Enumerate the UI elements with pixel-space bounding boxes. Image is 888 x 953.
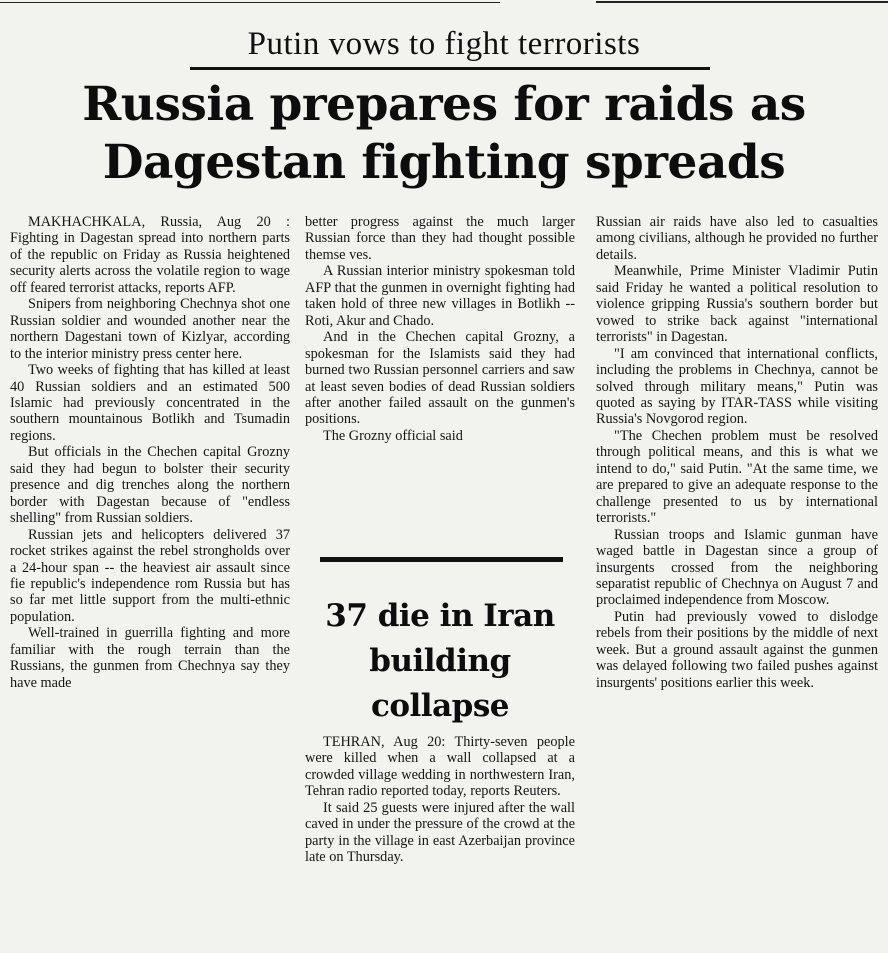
secondary-headline-line-1: 37 die in Iran (325, 598, 555, 634)
paragraph: MAKHACHKALA, Russia, Aug 20 : Fighting in Dagestan spread into northern parts of the republic on Friday as Russia heightened security alerts across the volatile region to wage off feared terrorist attacks, reports AFP. (10, 214, 290, 296)
article-column-2 (305, 214, 575, 444)
paragraph: Russian air raids have also led to casualties among civilians, although he provided no further details. (596, 214, 878, 263)
paragraph: Two weeks of fighting that has killed at least 40 Russian soldiers and an estimated 500 Islamic had previously concentrated in the southern mountainous Botlikh and Tsumadin regions. (10, 362, 290, 444)
paragraph: Snipers from neighboring Chechnya shot one Russian soldier and wounded another near the northern Dagestani town of Kizlyar, according to the interior ministry press center here. (10, 296, 290, 362)
paragraph: better progress against the much larger Russian force than they had thought possible themse ves. (305, 214, 575, 263)
paragraph: Meanwhile, Prime Minister Vladimir Putin said Friday he wanted a political resolution to violence gripping Russia's southern border but vowed to strike back against "international terrorists" in Dagestan. (596, 263, 878, 346)
paragraph: It said 25 guests were injured after the wall caved in under the pressure of the crowd at the party in the village in east Azerbaijan province late on Thursday. (305, 799, 575, 866)
paragraph: "I am convinced that international conflicts, including the problems in Chechnya, cannot be solved through military means," Putin was quoted as saying by ITAR-TASS while visiting Russia's Novgorod region. (596, 345, 878, 428)
kicker-headline: Putin vows to fight terrorists (247, 26, 641, 62)
paragraph: And in the Chechen capital Grozny, a spokesman for the Islamists said they had burned two Russian personnel carriers and saw at least seven bodies of dead Russian soldiers after another failed assault on the gunmen's positions. (305, 329, 575, 428)
main-headline-line-2: Dagestan fighting spreads (102, 135, 786, 190)
paragraph: Well-trained in guerrilla fighting and more familiar with the rough terrain than the Russians, the gunmen from Chechnya say they have made (10, 625, 290, 691)
paragraph: The Grozny official said (323, 427, 463, 444)
main-headline (0, 76, 888, 192)
main-headline-line-1: Russia prepares for raids as (82, 77, 806, 132)
kicker-underline (190, 67, 710, 70)
paragraph: Russian troops and Islamic gunman have waged battle in Dagestan since a group of insurgents crossed from the neighboring separatist republic of Chechnya on August 7 and proclaimed independence from Moscow. (596, 526, 878, 609)
secondary-headline-line-2: building (369, 643, 511, 679)
story-divider (320, 557, 563, 562)
secondary-headline-line-3: collapse (370, 688, 510, 724)
paragraph: "The Chechen problem must be resolved through political means, and this is what we intend to do," said Putin. "At the same time, we are prepared to give an adequate response to the challenge presented to us by international terrorists." (596, 427, 878, 527)
secondary-headline (305, 594, 575, 729)
article-column-3 (596, 214, 878, 691)
secondary-article (305, 734, 575, 866)
paragraph: But officials in the Chechen capital Grozny said they had begun to bolster their security presence and dig trenches along the northern border with Dagestan because of "endless shelling" from Russian soldiers. (10, 444, 290, 527)
paragraph: Putin had previously vowed to dislodge rebels from their positions by the middle of next week. But a ground assault against the gunmen was delayed following two failed pushes against insurgents' positions earlier this week. (596, 608, 878, 691)
paragraph: A Russian interior ministry spokesman told AFP that the gunmen in overnight fighting had taken hold of three new villages in Botlikh -- Roti, Akur and Chado. (305, 263, 575, 329)
paragraph: Russian jets and helicopters delivered 37 rocket strikes against the rebel strongholds over a 24-hour span -- the heaviest air assault since fie republic's independence rom Russia but has so far met little support from the multi-ethnic population. (10, 526, 290, 625)
top-rule (0, 0, 888, 6)
article-column-1 (10, 214, 290, 691)
paragraph: TEHRAN, Aug 20: Thirty-seven people were killed when a wall collapsed at a crowded village wedding in northwestern Iran, Tehran radio reported today, reports Reuters. (305, 734, 575, 800)
